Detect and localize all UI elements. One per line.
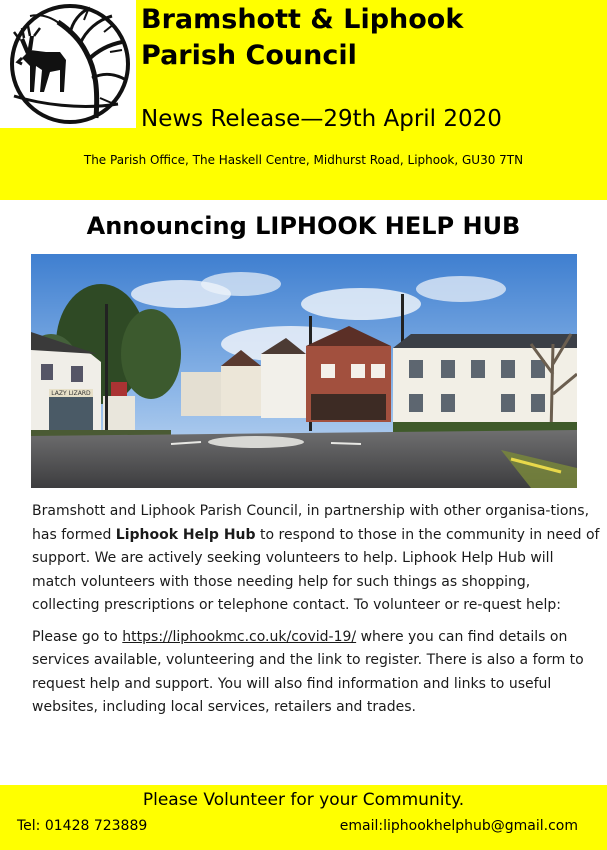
footer-banner [0,785,607,850]
street-scene-image [31,254,577,488]
village-street-photo [31,254,577,488]
header-banner [0,0,607,200]
instructions-text-start: Please go to [32,628,123,645]
instructions-text-end: where you can find details on services available, volunteering and the link to register. There is also a form to request help and support. You will also find information and links to useful websites, including local services, retailers and trades. [32,628,584,715]
news-release-date: News Release—29th April 2020 [141,106,502,132]
telephone-number: Tel: 01428 723889 [17,818,148,834]
help-hub-name: Liphook Help Hub [115,526,256,543]
title-line-1: Bramshott & Liphook [141,4,464,35]
volunteer-call: Please Volunteer for your Community. [142,790,465,810]
covid-help-link[interactable]: https://liphookmc.co.uk/covid-19/ [122,628,357,645]
council-title [141,2,601,74]
stag-tree-logo-icon [0,0,136,128]
paragraph-instructions [32,626,602,720]
paragraph-intro [32,500,602,618]
title-line-2: Parish Council [141,40,357,71]
shop-sign: LAZY LIZARD [51,390,91,397]
parish-office-address: The Parish Office, The Haskell Centre, Midhurst Road, Liphook, GU30 7TN [83,153,524,167]
article-body [32,500,602,720]
contact-email[interactable]: email:liphookhelphub@gmail.com [339,818,578,834]
headline: Announcing LIPHOOK HELP HUB [86,212,521,240]
intro-text-end: to respond to those in the community in need of support. We are actively seeking volunteers to help. Liphook Help Hub will match volunteers with those needing help for such things as shopping, collecting prescriptions or telephone contact. To volunteer or re-quest help: [32,526,600,613]
intro-text-start: Bramshott and Liphook Parish Council, in partnership with other organisa-tions, has formed [32,503,590,543]
parish-logo [0,0,136,128]
